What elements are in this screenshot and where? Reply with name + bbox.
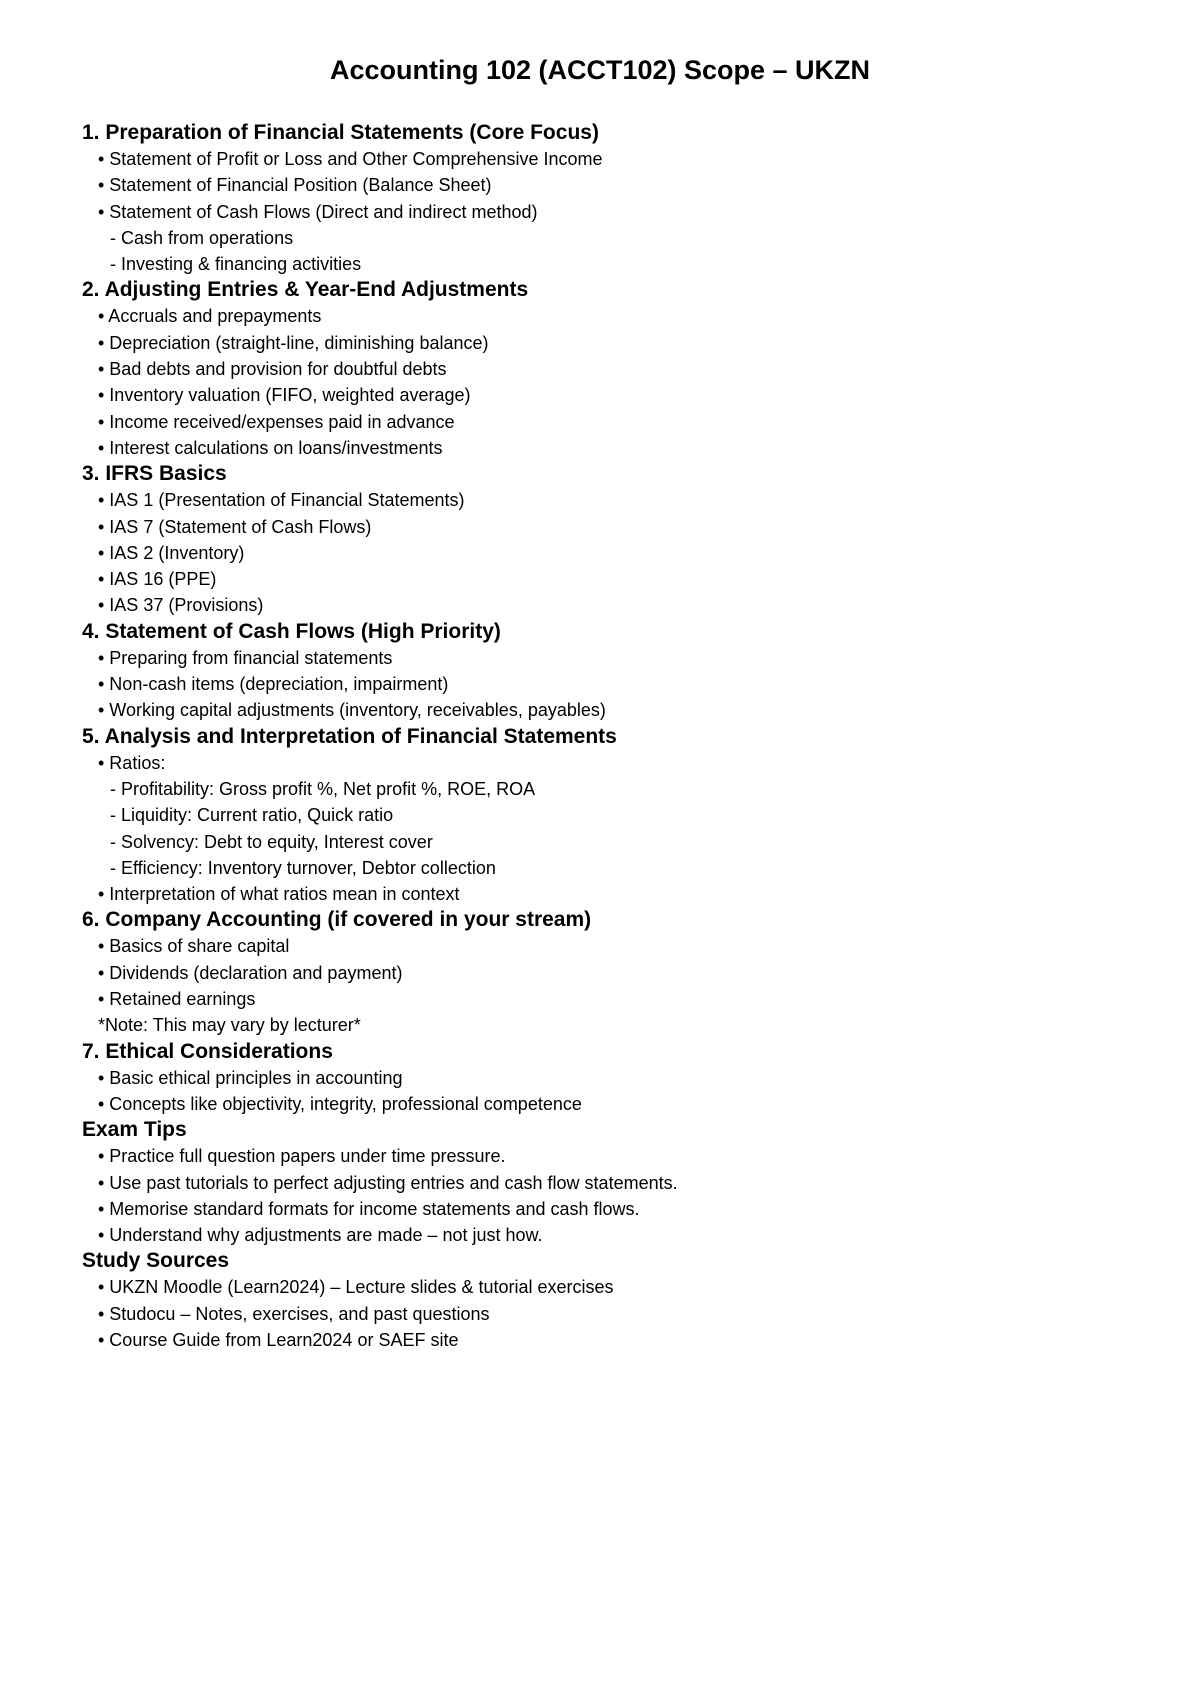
note-text: *Note: This may vary by lecturer*	[98, 1015, 361, 1036]
list-item: • Interpretation of what ratios mean in context	[98, 884, 460, 905]
list-item: • Concepts like objectivity, integrity, professional competence	[98, 1093, 582, 1114]
list-item: • Practice full question papers under time pressure.	[98, 1146, 506, 1167]
section	[82, 1117, 1122, 1248]
section	[82, 724, 1122, 908]
list-item: • Income received/expenses paid in advance	[98, 411, 455, 432]
list-item: • IAS 1 (Presentation of Financial Statements)	[98, 490, 465, 511]
section-heading: 7. Ethical Considerations	[82, 1039, 333, 1063]
list-item: • Working capital adjustments (inventory, receivables, payables)	[98, 700, 606, 721]
section-heading: 2. Adjusting Entries & Year-End Adjustments	[82, 278, 529, 302]
list-item: • Non-cash items (depreciation, impairment)	[98, 674, 449, 695]
list-item: • Retained earnings	[98, 989, 256, 1010]
section	[82, 907, 1122, 1038]
section	[82, 1039, 1122, 1118]
sub-list-item: - Liquidity: Current ratio, Quick ratio	[110, 805, 394, 826]
list-item: • Course Guide from Learn2024 or SAEF site	[98, 1329, 459, 1350]
section	[82, 277, 1122, 461]
list-item: • Basics of share capital	[98, 936, 290, 957]
section	[82, 1248, 1122, 1353]
sub-list-item: - Solvency: Debt to equity, Interest cover	[110, 831, 433, 852]
sub-list-item: - Efficiency: Inventory turnover, Debtor collection	[110, 857, 496, 878]
list-item: • Inventory valuation (FIFO, weighted average)	[98, 385, 471, 406]
list-item: • Accruals and prepayments	[98, 306, 322, 327]
section-heading: 3. IFRS Basics	[82, 462, 227, 486]
list-item: • IAS 7 (Statement of Cash Flows)	[98, 516, 372, 537]
section-heading: 4. Statement of Cash Flows (High Priority)	[82, 619, 501, 643]
list-item: • IAS 2 (Inventory)	[98, 542, 245, 563]
list-item: • Understand why adjustments are made – not just how.	[98, 1225, 543, 1246]
section	[82, 619, 1122, 724]
list-item: • Interest calculations on loans/investments	[98, 437, 443, 458]
section-heading: 6. Company Accounting (if covered in your stream)	[82, 908, 592, 932]
list-item: • Studocu – Notes, exercises, and past questions	[98, 1303, 490, 1324]
list-item: • Basic ethical principles in accounting	[98, 1067, 403, 1088]
list-item: • Depreciation (straight-line, diminishing balance)	[98, 332, 489, 353]
section-heading: Exam Tips	[82, 1118, 187, 1142]
list-item: • IAS 16 (PPE)	[98, 569, 217, 590]
document-title: Accounting 102 (ACCT102) Scope – UKZN	[329, 55, 871, 85]
document-body	[82, 120, 1122, 1353]
list-item: • UKZN Moodle (Learn2024) – Lecture slides & tutorial exercises	[98, 1277, 614, 1298]
sub-list-item: - Investing & financing activities	[110, 254, 362, 275]
list-item: • IAS 37 (Provisions)	[98, 595, 264, 616]
sub-list-item: - Profitability: Gross profit %, Net profit %, ROE, ROA	[110, 778, 536, 799]
list-item: • Statement of Cash Flows (Direct and indirect method)	[98, 201, 538, 222]
section-heading: 5. Analysis and Interpretation of Financial Statements	[82, 724, 617, 748]
list-item: • Use past tutorials to perfect adjusting entries and cash flow statements.	[98, 1172, 678, 1193]
list-item: • Dividends (declaration and payment)	[98, 962, 403, 983]
list-item: • Statement of Profit or Loss and Other Comprehensive Income	[98, 149, 603, 169]
list-item: • Bad debts and provision for doubtful debts	[98, 359, 447, 380]
section	[82, 120, 1122, 277]
section-heading: 1. Preparation of Financial Statements (Core Focus)	[82, 121, 599, 144]
section	[82, 461, 1122, 618]
list-item: • Ratios:	[98, 752, 166, 773]
list-item: • Preparing from financial statements	[98, 647, 393, 668]
list-item: • Memorise standard formats for income statements and cash flows.	[98, 1198, 640, 1219]
list-item: • Statement of Financial Position (Balance Sheet)	[98, 175, 492, 196]
section-heading: Study Sources	[82, 1249, 230, 1273]
sub-list-item: - Cash from operations	[110, 227, 294, 248]
